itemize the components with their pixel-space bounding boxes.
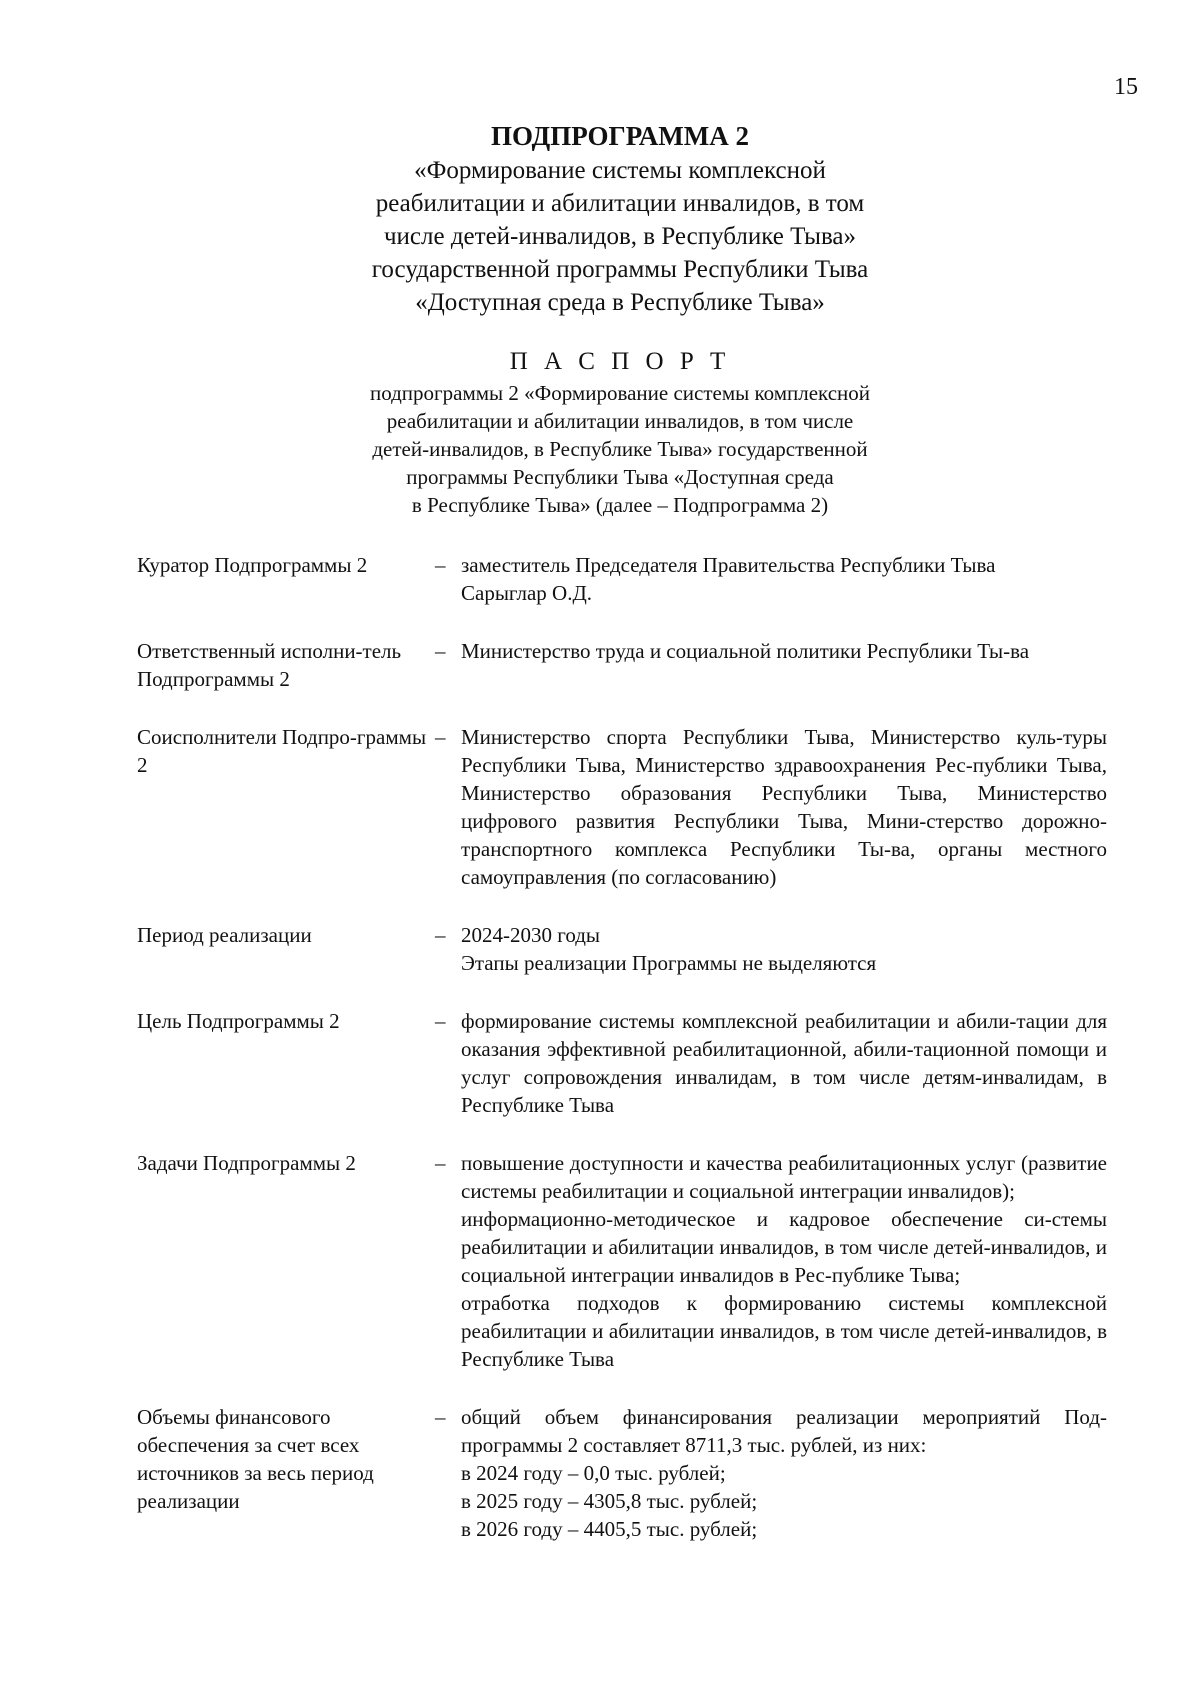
content-line: общий объем финансирования реализации мероприятий Под-программы 2 составляет 8711,3 тыс. рублей, из них: [461, 1405, 1107, 1457]
passport-header [300, 345, 940, 519]
row-dash: – [435, 639, 446, 663]
row-content [461, 921, 1107, 977]
content-line: заместитель Председателя Правительства Республики Тыва [461, 553, 996, 577]
row-financing [137, 1403, 1117, 1543]
row-responsible-executor [137, 637, 1117, 693]
content-line: повышение доступности и качества реабилитационных услуг (развитие системы реабилитации и социальной интеграции инвалидов); [461, 1151, 1107, 1203]
row-content [461, 1149, 1107, 1373]
row-label: Куратор Подпрограммы 2 [137, 553, 368, 577]
subprogram-header [300, 118, 940, 319]
passport-title: П А С П О Р Т [509, 348, 731, 375]
row-dash: – [435, 923, 446, 947]
row-dash: – [435, 725, 446, 749]
row-content [461, 551, 1107, 607]
row-label: Задачи Подпрограммы 2 [137, 1151, 356, 1175]
row-curator [137, 551, 1117, 607]
content-line: Этапы реализации Программы не выделяются [461, 951, 877, 975]
row-label: Соисполнители Подпро-граммы 2 [137, 725, 427, 777]
row-goal [137, 1007, 1117, 1119]
subprogram-title-line: реабилитации и абилитации инвалидов, в том [375, 190, 865, 217]
row-dash: – [435, 553, 446, 577]
passport-subtitle-line: программы Республики Тыва «Доступная среда [406, 465, 834, 489]
row-co-executors [137, 723, 1117, 891]
row-dash: – [435, 1405, 446, 1429]
passport-subtitle-line: подпрограммы 2 «Формирование системы комплексной [369, 381, 871, 405]
passport-table [137, 551, 1117, 1573]
row-label: Ответственный исполни-тель Подпрограммы 2 [137, 639, 402, 691]
content-line: в 2025 году – 4305,8 тыс. рублей; [461, 1489, 758, 1513]
row-content [461, 1007, 1107, 1119]
subprogram-title-line: числе детей-инвалидов, в Республике Тыва» [383, 223, 857, 250]
row-content [461, 1403, 1107, 1543]
page-number: 15 [1114, 74, 1138, 100]
subprogram-title-line: «Доступная среда в Республике Тыва» [415, 289, 825, 316]
subprogram-title-line: «Формирование системы комплексной [414, 157, 826, 184]
passport-subtitle-line: детей-инвалидов, в Республике Тыва» государственной [372, 437, 868, 461]
row-label: Цель Подпрограммы 2 [137, 1009, 340, 1033]
content-line: информационно-методическое и кадровое обеспечение си-стемы реабилитации и абилитации инвалидов, в том числе детей-инвалидов, и социальной интеграции инвалидов в Рес-публике Тыва; [461, 1207, 1107, 1287]
subprogram-title-line: государственной программы Республики Тыва [371, 256, 869, 283]
passport-subtitle-line: в Республике Тыва» (далее – Подпрограмма 2) [411, 493, 829, 517]
subprogram-title: ПОДПРОГРАММА 2 [490, 121, 749, 151]
content-line: 2024-2030 годы [461, 923, 601, 947]
passport-subtitle-line: реабилитации и абилитации инвалидов, в том числе [386, 409, 854, 433]
row-dash: – [435, 1009, 446, 1033]
row-label: Объемы финансового обеспечения за счет всех источников за весь период реализации [137, 1405, 374, 1513]
content-line: формирование системы комплексной реабилитации и абили-тации для оказания эффективной реабилитационной, абили-тационной помощи и услуг сопровождения инвалидам, в том числе детям-инвалидам, в Республике Тыва [461, 1009, 1107, 1117]
content-line: отработка подходов к формированию системы комплексной реабилитации и абилитации инвалидов, в том числе детей-инвалидов, в Республике Тыва [461, 1291, 1107, 1371]
row-content [461, 637, 1107, 693]
content-line: Министерство спорта Республики Тыва, Министерство куль-туры Республики Тыва, Министерство здравоохранения Рес-публики Тыва, Министерство образования Республики Тыва, Министерство цифрового развития Республики Тыва, Мини-стерство дорожно-транспортного комплекса Республики Ты-ва, органы местного самоуправления (по согласованию) [461, 725, 1107, 889]
content-line: Сарыглар О.Д. [461, 581, 593, 605]
row-implementation-period [137, 921, 1117, 977]
row-content [461, 723, 1107, 891]
content-line: в 2024 году – 0,0 тыс. рублей; [461, 1461, 726, 1485]
row-dash: – [435, 1151, 446, 1175]
row-label: Период реализации [137, 923, 312, 947]
content-line: Министерство труда и социальной политики Республики Ты-ва [461, 639, 1030, 663]
content-line: в 2026 году – 4405,5 тыс. рублей; [461, 1517, 758, 1541]
row-tasks [137, 1149, 1117, 1373]
